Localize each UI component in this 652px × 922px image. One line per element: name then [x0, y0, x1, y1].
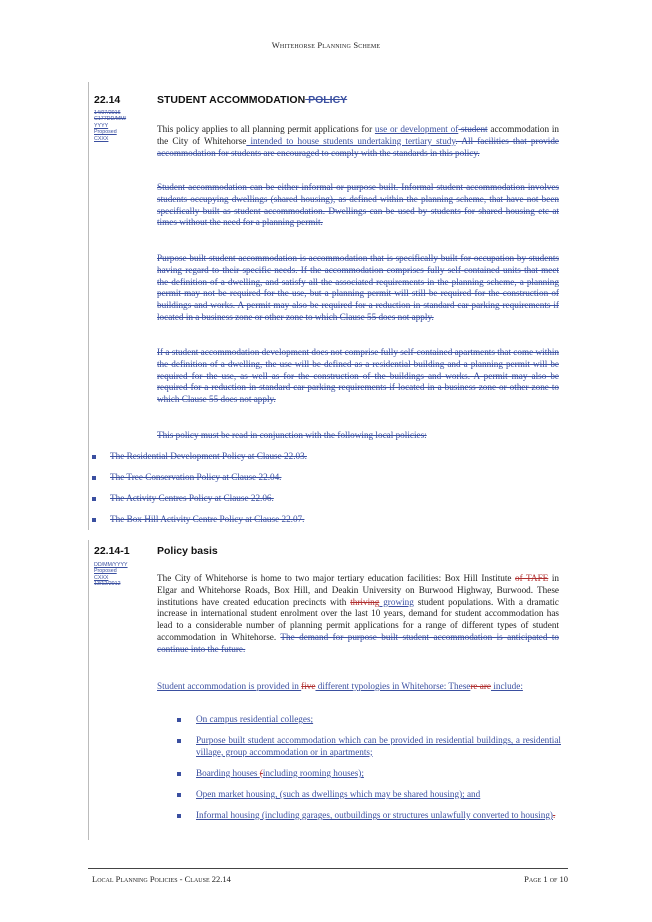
- paragraph-deleted: Purpose built student accommodation is accommodation that is specifically built for occupation by students having regard to their specific needs. If the accommodation comprises fully self-contained units that meet the definition of a dwelling, and satisfy all the associated requirements in the planning scheme, a planning permit may not be required for the use, but a planning permit will still be required for the construction of buildings and works. A permit may also be required for a reduction in standard car parking requirements if located in a business zone or other zone to which Clause 55 does not apply.: [157, 253, 559, 322]
- note-line: C177DD/MM/: [94, 116, 127, 123]
- section-title-main: STUDENT ACCOMMODATION: [157, 94, 306, 106]
- note-line: Proposed: [94, 568, 117, 575]
- list-item: On campus residential colleges;: [177, 714, 561, 726]
- bullet-icon: [92, 476, 96, 480]
- paragraph-deleted: Student accommodation can be either informal or purpose built. Informal student accommodation involves students occupying dwellings (shared housing), as defined within the planning scheme, that have not been specifically built as student accommodation. Dwellings can be used by students for shared housing etc at times without the need for a planning permit.: [157, 182, 559, 228]
- section-title-deleted: POLICY: [305, 94, 348, 106]
- list-item: The Box Hill Activity Centre Policy at Clause 22.07.: [92, 514, 552, 526]
- list-item: Boarding houses (including rooming houses);: [177, 768, 561, 780]
- note-line: Proposed: [94, 129, 117, 136]
- list-item: The Tree Conservation Policy at Clause 22.04.: [92, 472, 552, 484]
- note-line: DD/MM/YYYY: [94, 562, 128, 568]
- bullet-icon: [177, 793, 181, 797]
- margin-rule: [88, 540, 89, 840]
- section-number: 22.14: [94, 94, 121, 106]
- amendment-note: [94, 562, 146, 588]
- list-item: Purpose built student accommodation which can be provided in residential buildings, a residential village, group accommodation or in apartments;: [177, 735, 561, 759]
- note-line: YYYY: [94, 122, 109, 129]
- note-line: CXXX: [94, 574, 109, 581]
- note-line: 13/12/2012: [94, 581, 121, 588]
- margin-rule: [88, 82, 89, 530]
- bullet-icon: [177, 718, 181, 722]
- list-item: Informal housing (including garages, outbuildings or structures unlawfully converted to housing).: [177, 810, 561, 822]
- bullet-icon: [92, 518, 96, 522]
- footer-clause: Local Planning Policies - Clause 22.14: [92, 874, 231, 884]
- subsection-number: 22.14-1: [94, 545, 130, 557]
- paragraph: The City of Whitehorse is home to two major tertiary education facilities: Box Hill Institute of TAFE in Elgar and Whitehorse Roads, Box Hill, and Deakin University on Burwood Highway, Burwood. These institutions have created education precincts with thriving growing student populations. With a dramatic increase in international student enrolment over the last 10 years, demand for student accommodation has lead to a considerable number of planning permit applications for a range of different types of student accommodation in Whitehorse. The demand for purpose built student accommodation is anticipated to continue into the future.: [157, 573, 560, 654]
- note-line: 14/07/2016: [94, 110, 121, 116]
- paragraph: This policy applies to all planning permit applications for use or development of student accommodation in the City of Whitehorse intended to house students undertaking tertiary study. All facilities that provide accommodation for students are encouraged to comply with the standards in this policy.: [157, 124, 559, 158]
- bullet-icon: [92, 455, 96, 459]
- subsection-title: Policy basis: [157, 545, 218, 557]
- section-title: [157, 94, 347, 106]
- list-item: The Activity Centres Policy at Clause 22.06.: [92, 493, 552, 505]
- list-item: The Residential Development Policy at Clause 22.03.: [92, 451, 552, 463]
- bullet-icon: [177, 772, 181, 776]
- document-header: Whitehorse Planning Scheme: [271, 40, 381, 50]
- paragraph-deleted: This policy must be read in conjunction with the following local policies:: [157, 430, 427, 440]
- paragraph: Student accommodation is provided in five different typologies in Whitehorse: Thesere are include:: [157, 681, 523, 691]
- list-item: Open market housing, (such as dwellings which may be shared housing); and: [177, 789, 561, 801]
- bullet-icon: [177, 814, 181, 818]
- footer-page-number: Page 1 of 10: [524, 874, 568, 884]
- bullet-icon: [92, 497, 96, 501]
- paragraph-deleted: If a student accommodation development does not comprise fully self-contained apartments that come within the definition of a dwelling, the use will be defined as a residential building and a planning permit will be required for the use, as well as for the construction of the buildings and works. A permit may also be required for a reduction in standard car parking requirements if located in a business zone or other zone to which Clause 55 does not apply.: [157, 347, 559, 405]
- amendment-note: [94, 110, 146, 142]
- note-line: CXXX: [94, 135, 109, 142]
- bullet-icon: [177, 739, 181, 743]
- footer-rule: [88, 868, 568, 869]
